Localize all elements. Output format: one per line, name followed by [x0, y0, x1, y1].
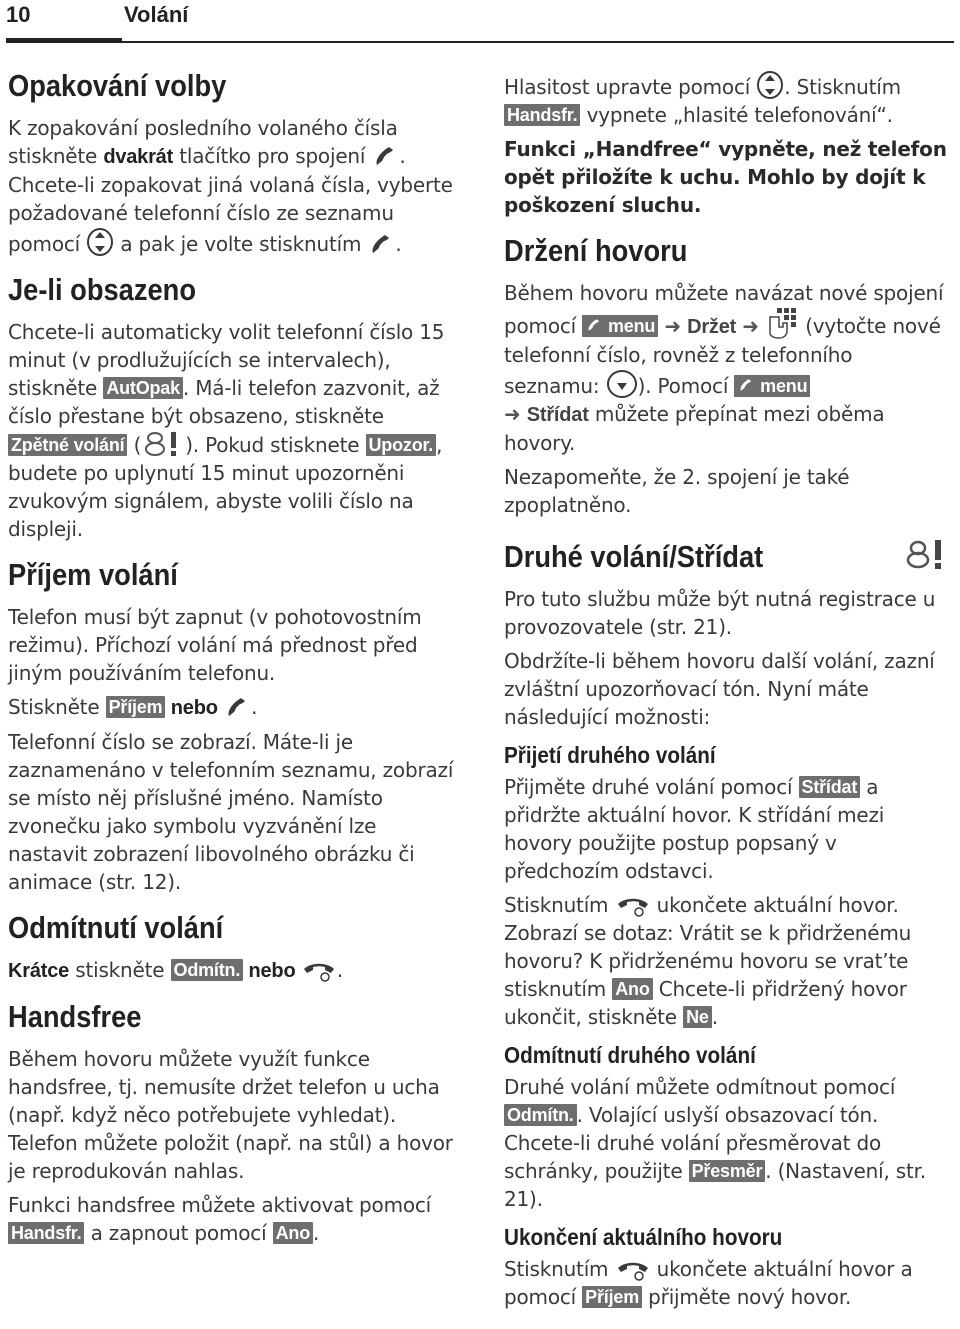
softkey-prijem: Příjem	[106, 696, 166, 718]
heading-odmitnuti-volani: Odmítnutí volání	[8, 910, 224, 945]
softkey-presmer: Přesměr	[689, 1160, 766, 1182]
softkey-ne: Ne	[683, 1006, 712, 1028]
paragraph-obdrzite: Obdržíte-li během hovoru další volání, zazní zvláštní upozorňovací tón. Nyní máte následující možnosti:	[504, 649, 935, 729]
page-number: 10	[6, 2, 31, 27]
heading-prijem-volani: Příjem volání	[8, 557, 178, 592]
navigation-key-icon	[756, 70, 784, 100]
softkey-handsfr: Handsfr.	[504, 104, 580, 126]
heading-row-druhe-volani	[504, 525, 952, 585]
page-header	[0, 0, 960, 46]
heading-opakovani-volby: Opakování volby	[8, 68, 227, 103]
paragraph-handsfree-1: Během hovoru můžete využít funkce handsfree, tj. nemusíte držet telefon u ucha (např. když něco potřebujete vyhledat). Telefon můžete položit (např. na stůl) a hovor je reprodukován nahlas.	[8, 1047, 453, 1183]
call-key-icon	[585, 316, 603, 334]
chapter-title: Volání	[124, 2, 189, 27]
paragraph-prijeti-2: Stisknutím ukončete aktuální hovor. Zobrazí se dotaz: Vrátit se k přidrženému hovoru? K přidrženému hovoru se vrat’te stisknutím Ano Chcete-li přidržený hovor ukončit, stiskněte Ne .	[504, 893, 912, 1029]
navigation-key-icon	[86, 227, 114, 257]
softkey-stridat: Střídat	[799, 776, 861, 798]
end-key-icon	[615, 1258, 651, 1282]
softkey-ano: Ano	[273, 1222, 313, 1244]
menu-item-drzet: Držet	[687, 316, 737, 338]
navigation-down-icon	[606, 369, 638, 399]
call-key-icon	[223, 694, 251, 720]
keypad-icon	[765, 307, 799, 339]
right-column	[504, 60, 952, 1317]
paragraph-zpoplatneno: Nezapomeňte, že 2. spojení je také zpoplatněno.	[504, 465, 850, 517]
arrow-icon: ➜	[742, 314, 759, 338]
paragraph-opakovani: K zopakování posledního volaného čísla stiskněte dvakrát tlačítko pro spojení . Chcete-li zopakovat jiná volaná čísla, vyberte požadované telefonní číslo ze seznamu pomocí a pak je volte stisknutím .	[8, 116, 453, 256]
network-service-icon	[141, 430, 185, 458]
paragraph-prijem-2: Stiskněte Příjem nebo .	[8, 695, 258, 719]
softkey-autopak: AutOpak	[103, 377, 183, 399]
paragraph-prijem-3: Telefonní číslo se zobrazí. Máte-li je zaznamenáno v telefonním seznamu, zobrazí se místo něj příslušné jméno. Namísto zvonečku jako symbolu vyzvánění lze nastavit zobrazení libovolného obrázku či animace (str. 12).	[8, 730, 454, 894]
paragraph-prijem-1: Telefon musí být zapnut (v pohotovostním režimu). Příchozí volání má přednost před jiným používáním telefonu.	[8, 605, 422, 685]
softkey-odmitn: Odmítn.	[504, 1104, 577, 1126]
left-column	[8, 60, 456, 1253]
heading-druhe-volani: Druhé volání/Střídat	[504, 539, 764, 574]
softkey-ano: Ano	[612, 978, 652, 1000]
softkey-odmitn: Odmítn.	[171, 959, 244, 981]
paragraph-drzeni: Během hovoru můžete navázat nové spojení pomocí menu ➜ Držet ➜ (vytočte nové telefonní číslo, rovněž z telefonního seznamu: ). Pomocí menu ➜ Střídat můžete přepínat mezi oběma hovory.	[504, 281, 944, 455]
end-key-icon	[615, 894, 651, 918]
paragraph-ukonceni: Stisknutím ukončete aktuální hovor a pomocí Příjem přijměte nový hovor.	[504, 1257, 913, 1309]
network-service-icon	[904, 539, 948, 571]
header-rule	[122, 41, 954, 43]
call-key-icon	[737, 376, 755, 394]
paragraph-hlasitost: Hlasitost upravte pomocí . Stisknutím Handsfr. vypnete „hlasité telefonování“.	[504, 70, 952, 129]
paragraph-obsazeno: Chcete-li automaticky volit telefonní číslo 15 minut (v prodlužujících se intervalech), stiskněte AutOpak . Má-li telefon zazvonit, až číslo přestane být obsazeno, stiskněte Zpětné volání ( ). Pokud stisknete Upozor. , budete po uplynutí 15 minut upozorněni zvukovým signálem, abyste volili číslo na displeji.	[8, 320, 445, 541]
heading-odmitnuti-druheho: Odmítnutí druhého volání	[504, 1042, 756, 1068]
call-key-icon	[371, 143, 399, 169]
header-rule-thick	[6, 38, 122, 43]
heading-je-li-obsazeno: Je-li obsazeno	[8, 272, 196, 307]
softkey-zpetne-volani: Zpětné volání	[8, 434, 127, 456]
call-key-icon	[367, 231, 395, 257]
heading-ukonceni-aktualniho: Ukončení aktuálního hovoru	[504, 1224, 783, 1250]
paragraph-handsfree-2: Funkci handsfree můžete aktivovat pomocí Handsfr. a zapnout pomocí Ano .	[8, 1193, 432, 1245]
softkey-menu: menu	[582, 315, 658, 337]
menu-item-stridat: Střídat	[526, 404, 589, 426]
softkey-prijem: Příjem	[582, 1286, 642, 1308]
heading-handsfree: Handsfree	[8, 999, 142, 1034]
heading-prijeti-druheho: Přijetí druhého volání	[504, 742, 716, 768]
arrow-icon: ➜	[664, 314, 681, 338]
warning-text: Funkci „Handfree“ vypněte, než telefon opět přiložíte k uchu. Mohlo by dojít k poškození sluchu.	[504, 137, 947, 217]
paragraph-prijeti-1: Přijměte druhé volání pomocí Střídat a přidržte aktuální hovor. K střídání mezi hovory použijte postup popsaný v předchozím odstavci.	[504, 775, 885, 883]
paragraph-odmitnuti: Krátce stiskněte Odmítn. nebo .	[8, 958, 343, 982]
softkey-handsfr: Handsfr.	[8, 1222, 84, 1244]
softkey-upozor: Upozor.	[366, 434, 437, 456]
paragraph-odmitnuti-druheho: Druhé volání můžete odmítnout pomocí Odmítn. . Volající uslyší obsazovací tón. Chcete-li druhé volání přesměrovat do schránky, použijte Přesměr . (Nastavení, str. 21).	[504, 1075, 926, 1211]
paragraph-registrace: Pro tuto službu může být nutná registrace u provozovatele (str. 21).	[504, 587, 936, 639]
arrow-icon: ➜	[504, 402, 521, 426]
end-key-icon	[301, 959, 337, 983]
heading-drzeni-hovoru: Držení hovoru	[504, 233, 688, 268]
softkey-menu: menu	[734, 375, 810, 397]
